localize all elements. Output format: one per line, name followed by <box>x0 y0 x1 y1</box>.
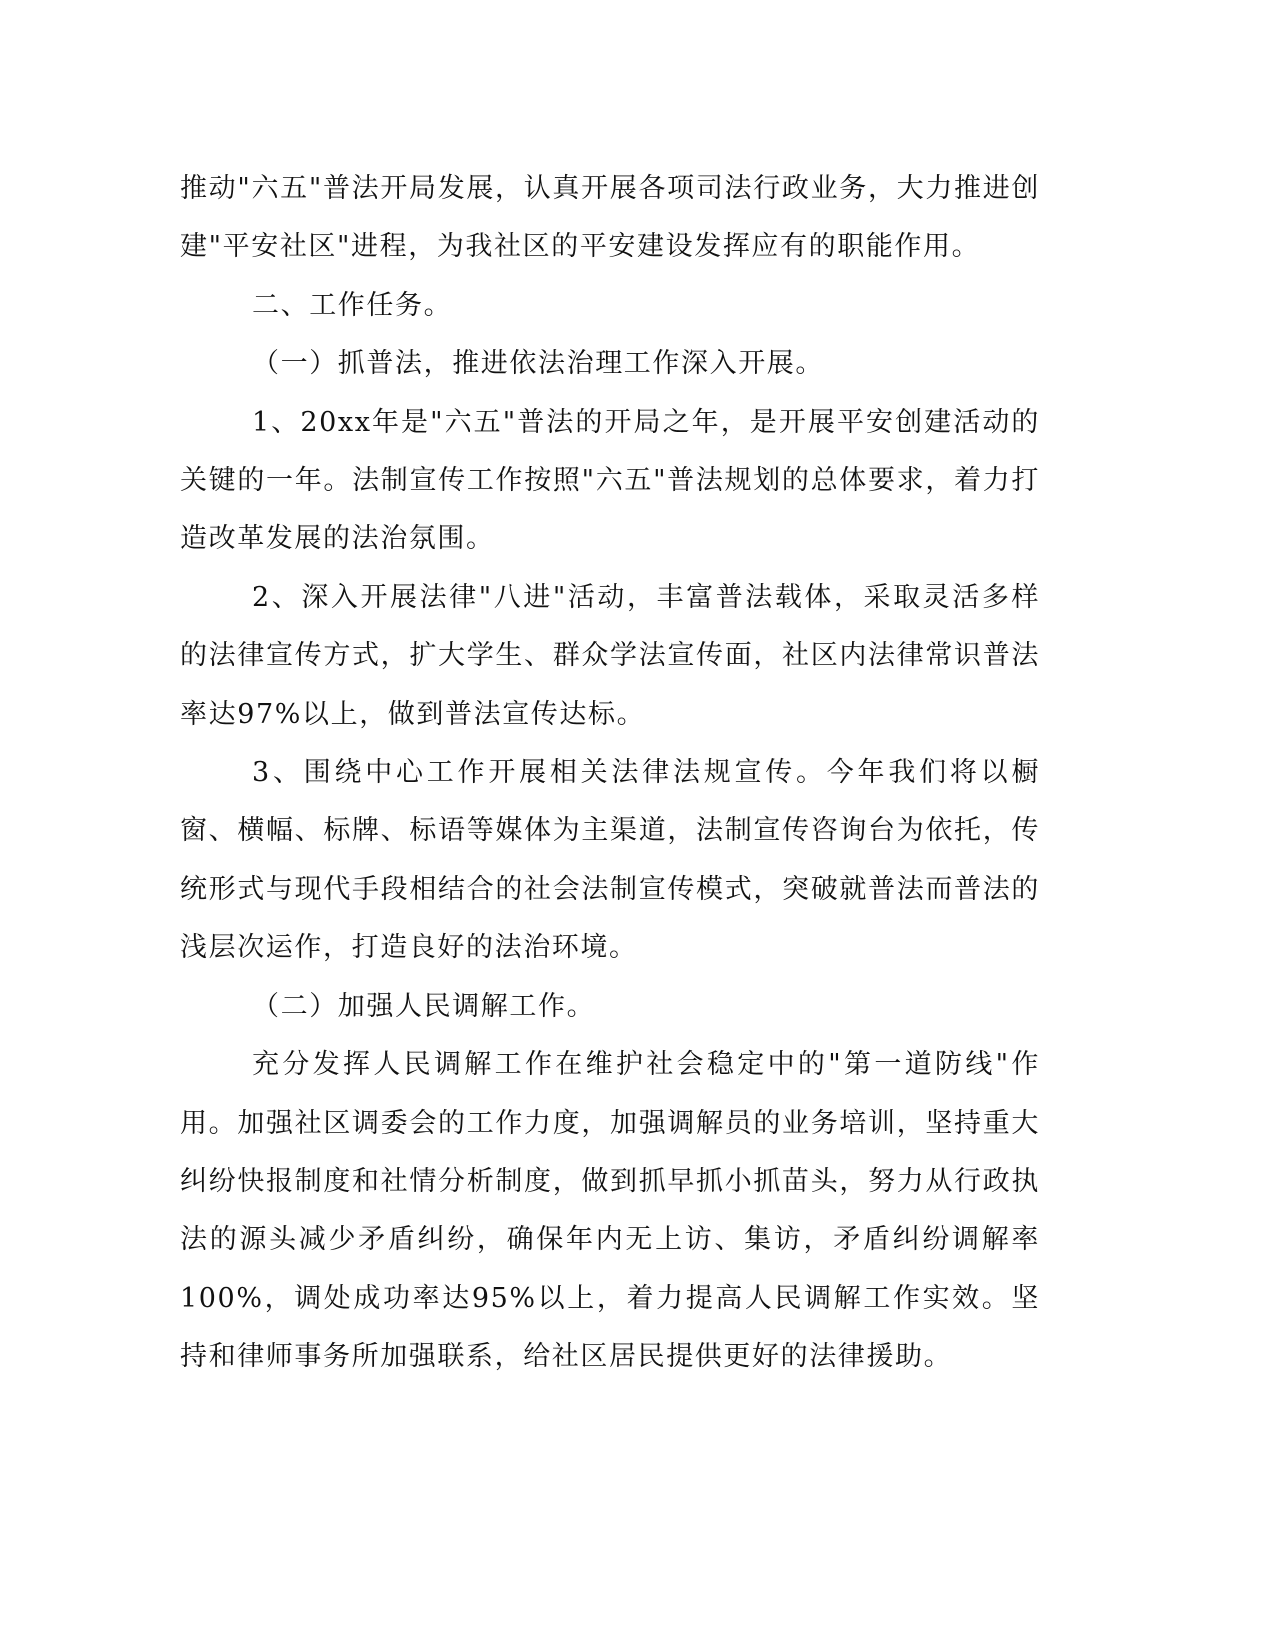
paragraph-item-3: 3、围绕中心工作开展相关法律法规宣传。今年我们将以橱窗、横幅、标牌、标语等媒体为主渠道，法制宣传咨询台为依托，传统形式与现代手段相结合的社会法制宣传模式，突破就普法而普法的浅层次运作，打造良好的法治环境。 <box>180 757 1040 964</box>
document-body <box>180 160 1040 1387</box>
subsection-heading-legal-education: （一）抓普法，推进依法治理工作深入开展。 <box>252 348 824 380</box>
paragraph-item-2: 2、深入开展法律"八进"活动，丰富普法载体，采取灵活多样的法律宣传方式，扩大学生、群众学法宣传面，社区内法律常识普法率达97%以上，做到普法宣传达标。 <box>180 581 1040 730</box>
paragraph-mediation-body: 充分发挥人民调解工作在维护社会稳定中的"第一道防线"作用。加强社区调委会的工作力度，加强调解员的业务培训，坚持重大纠纷快报制度和社情分析制度，做到抓早抓小抓苗头，努力从行政执法的源头减少矛盾纠纷，确保年内无上访、集访，矛盾纠纷调解率100%，调处成功率达95%以上，着力提高人民调解工作实效。坚持和律师事务所加强联系，给社区居民提供更好的法律援助。 <box>180 1049 1040 1373</box>
paragraph-intro-continuation: 推动"六五"普法开局发展，认真开展各项司法行政业务，大力推进创建"平安社区"进程，为我社区的平安建设发挥应有的职能作用。 <box>180 173 1040 263</box>
section-heading-work-tasks: 二、工作任务。 <box>252 289 453 321</box>
paragraph-item-1: 1、20xx年是"六五"普法的开局之年，是开展平安创建活动的关键的一年。法制宣传工作按照"六五"普法规划的总体要求，着力打造改革发展的法治氛围。 <box>180 406 1040 555</box>
subsection-heading-mediation: （二）加强人民调解工作。 <box>252 990 596 1022</box>
